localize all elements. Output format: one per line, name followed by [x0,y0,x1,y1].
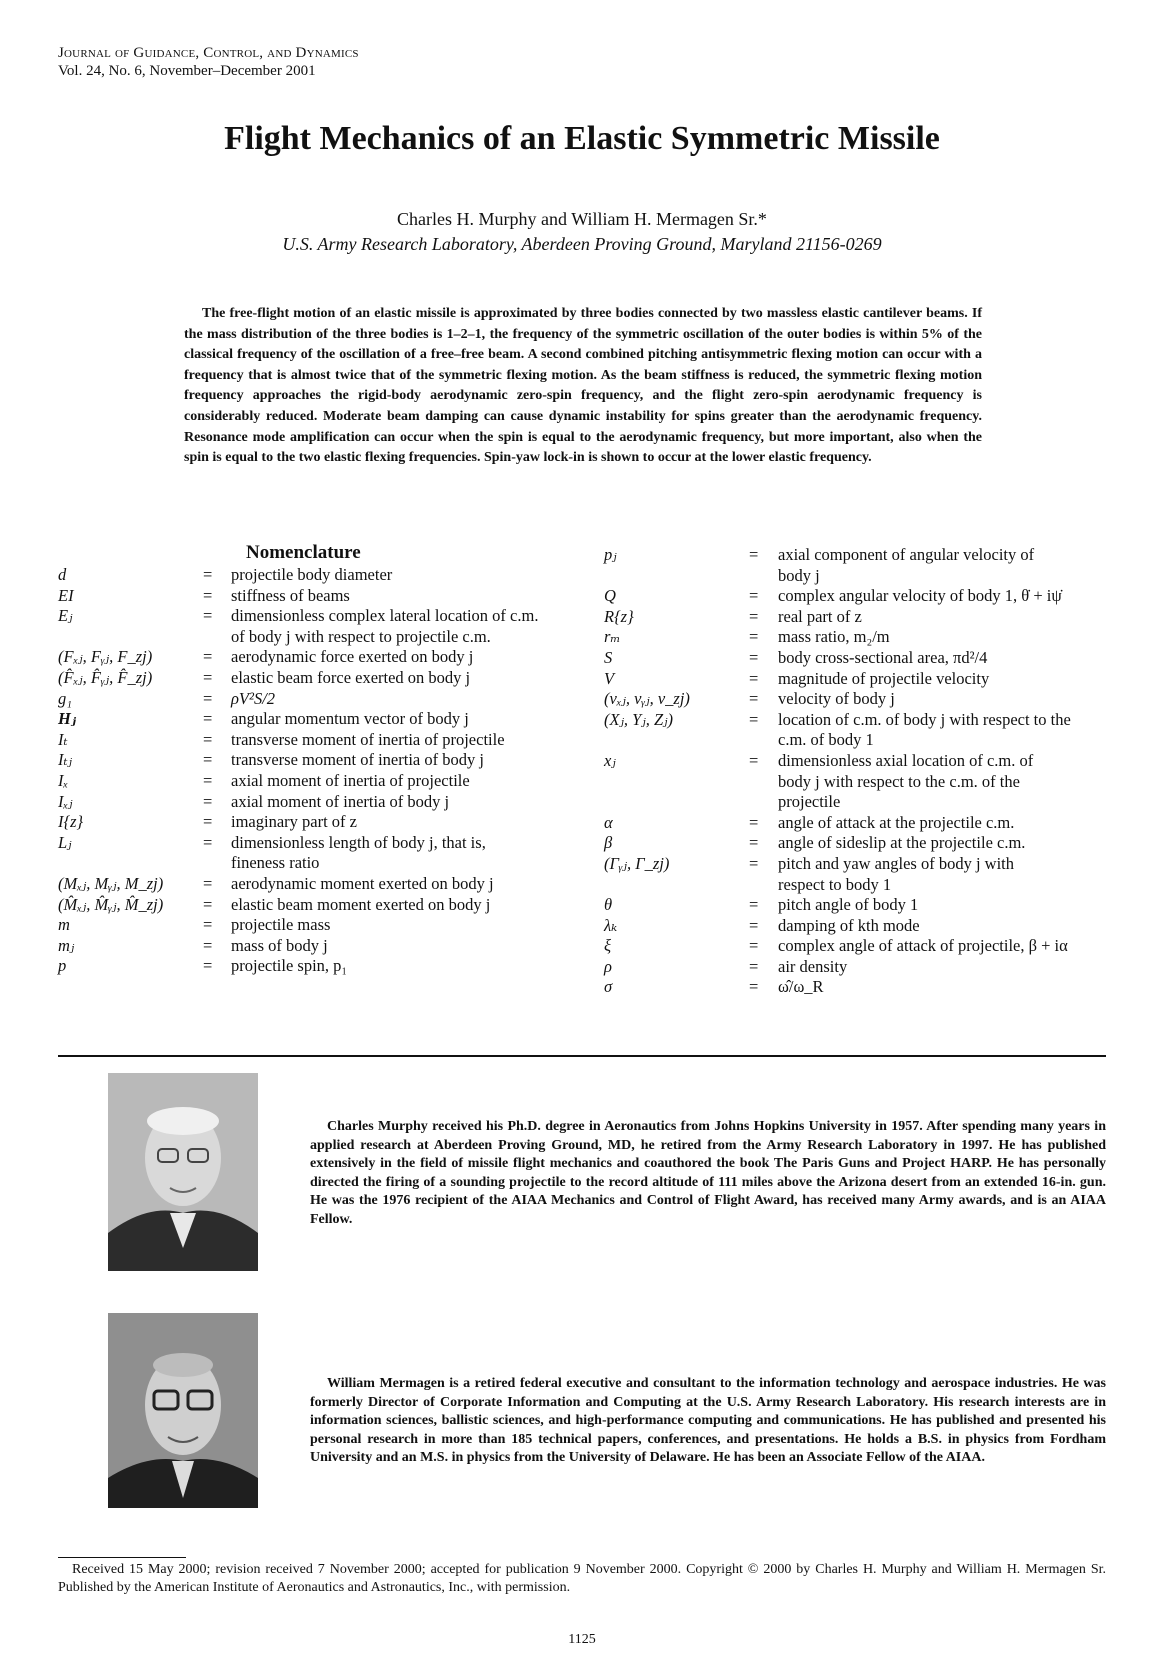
paper-authors: Charles H. Murphy and William H. Mermagen Sr.* [397,209,767,229]
equals-sign: = [203,647,213,667]
nomenclature-definition: axial moment of inertia of body j [231,791,450,811]
equals-sign: = [203,791,213,811]
nomenclature-entry [58,606,578,647]
nomenclature-symbol: Q [604,586,616,606]
nomenclature-symbol: Iₜⱼ [58,750,72,770]
equals-sign: = [203,585,213,605]
nomenclature-definition: body cross-sectional area, πd²/4 [778,647,988,667]
nomenclature-symbol: (F̂ₓⱼ, F̂ᵧⱼ, F̂_zj) [58,667,153,687]
nomenclature-symbol: S [604,647,613,667]
nomenclature-entry [58,936,578,957]
nomenclature-definition: dimensionless length of body j, that is, fineness ratio [231,832,486,873]
nomenclature-entry [58,771,578,792]
nomenclature-definition: complex angular velocity of body 1, θ̇ + iψ̇ [778,586,1062,606]
nomenclature-definition: projectile spin, p₁ [231,956,348,976]
nomenclature-definition: imaginary part of z [231,812,357,832]
nomenclature-definition: angle of attack at the projectile c.m. [778,812,1015,832]
equals-sign: = [749,647,759,667]
nomenclature-right-column [604,545,1104,998]
nomenclature-symbol: p [58,956,67,976]
nomenclature-symbol: (Γᵧⱼ, Γ_zj) [604,853,670,873]
equals-sign: = [203,832,213,852]
nomenclature-entry [58,586,578,607]
nomenclature-entry [58,750,578,771]
portrait-icon [108,1073,258,1271]
nomenclature-entry [604,607,1104,628]
nomenclature-symbol: pⱼ [604,545,617,564]
nomenclature-symbol: I{z} [58,812,84,832]
author-photo-mermagen [108,1313,258,1508]
nomenclature-entry [58,709,578,730]
equals-sign: = [203,894,213,914]
equals-sign: = [749,606,759,626]
nomenclature-symbol: EI [58,585,74,605]
nomenclature-entry [604,936,1104,957]
equals-sign: = [749,627,759,647]
nomenclature-symbol: α [604,812,613,832]
nomenclature-entry [604,833,1104,854]
nomenclature-definition: elastic beam moment exerted on body j [231,894,491,914]
nomenclature-definition: angular momentum vector of body j [231,709,469,729]
equals-sign: = [749,895,759,915]
paper-affiliation: U.S. Army Research Laboratory, Aberdeen Proving Ground, Maryland 21156-0269 [282,234,882,254]
nomenclature-entry [58,956,578,977]
nomenclature-definition: mass of body j [231,935,328,955]
nomenclature-definition: pitch and yaw angles of body j with respect to body 1 [778,853,1014,894]
nomenclature-symbol: Iₜ [58,729,68,749]
nomenclature-symbol: (Fₓⱼ, Fᵧⱼ, F_zj) [58,647,153,667]
nomenclature-symbol: Iₓ [58,770,69,790]
nomenclature-definition: velocity of body j [778,689,895,709]
nomenclature-entry [604,813,1104,834]
nomenclature-definition: axial moment of inertia of projectile [231,770,470,790]
nomenclature-definition: projectile body diameter [231,565,393,584]
journal-name: Journal of Guidance, Control, and Dynamics [58,45,359,61]
nomenclature-entry [604,689,1104,710]
nomenclature-entry [604,545,1104,586]
nomenclature-entry [58,689,578,710]
footnote: Received 15 May 2000; revision received 7 November 2000; accepted for publication 9 November 2000. Copyright © 2000 by Charles H. Murphy and William H. Mermagen Sr. Published by the American Institute of Aeronautics and Astronautics, Inc., with permission. [58,1562,1106,1595]
equals-sign: = [749,853,759,873]
nomenclature-symbol: Lⱼ [58,832,72,852]
footnote-rule [58,1557,186,1558]
equals-sign: = [749,936,759,956]
equals-sign: = [203,812,213,832]
section-divider [58,1055,1106,1057]
nomenclature-symbol: ξ [604,936,612,956]
equals-sign: = [203,915,213,935]
equals-sign: = [749,586,759,606]
equals-sign: = [749,709,759,729]
nomenclature-symbol: m [58,915,70,935]
equals-sign: = [749,956,759,976]
nomenclature-entry [58,730,578,751]
nomenclature-heading: Nomenclature [246,542,361,563]
nomenclature-symbol: Eⱼ [58,606,73,626]
equals-sign: = [749,812,759,832]
equals-sign: = [203,709,213,729]
author-bio-mermagen: William Mermagen is a retired federal executive and consultant to the information technology and aerospace industries. He was formerly Director of Corporate Information and Computing at the U.S. Army Research Laboratory. His research interests are in information sciences, ballistic sciences, and high-performance computing and communications. He has published and presented his personal research in more than 185 technical papers, conferences, and presentations. He holds a B.S. in physics from Fordham University and an M.S. in physics from the University of Delaware. He has been an Associate Fellow of the AIAA. [310,1376,1106,1466]
nomenclature-symbol: g₁ [58,688,72,708]
page-number: 1125 [568,1632,596,1647]
nomenclature-symbol: mⱼ [58,935,75,955]
equals-sign: = [203,750,213,770]
nomenclature-entry [58,895,578,916]
nomenclature-symbol: θ [604,895,613,915]
nomenclature-definition: elastic beam force exerted on body j [231,667,471,687]
equals-sign: = [203,667,213,687]
nomenclature-entry [58,915,578,936]
nomenclature-entry [604,710,1104,751]
author-bio-murphy: Charles Murphy received his Ph.D. degree in Aeronautics from Johns Hopkins University in 1957. After spending many years in applied research at Aberdeen Proving Ground, MD, he retired from the Army Research Laboratory in 1997. He has published extensively in the field of missile flight mechanics and coauthored the book The Paris Guns and Project HARP. He has personally directed the firing of a sounding projectile to the record altitude of 111 miles above the Arizona desert from an extended 16-in. gun. He was the 1976 recipient of the AIAA Mechanics and Control of Flight Award, has received many Army awards, and is an AIAA Fellow. [310,1119,1106,1227]
nomenclature-entry [58,565,578,586]
nomenclature-definition: air density [778,956,848,976]
author-photo-murphy [108,1073,258,1271]
paper-title: Flight Mechanics of an Elastic Symmetric Missile [224,120,940,157]
nomenclature-symbol: (vₓⱼ, vᵧⱼ, v_zj) [604,689,690,709]
equals-sign: = [749,545,759,564]
equals-sign: = [749,915,759,935]
nomenclature-entry [604,751,1104,813]
nomenclature-definition: complex angle of attack of projectile, β + iα [778,936,1068,956]
nomenclature-entry [58,812,578,833]
equals-sign: = [749,833,759,853]
nomenclature-entry [604,648,1104,669]
nomenclature-definition: location of c.m. of body j with respect to the c.m. of body 1 [778,709,1071,750]
nomenclature-entry [58,792,578,813]
nomenclature-entry [58,833,578,874]
nomenclature-definition: ρV²S/2 [231,688,276,708]
nomenclature-symbol: xⱼ [604,750,616,770]
equals-sign: = [203,770,213,790]
nomenclature-entry [58,668,578,689]
nomenclature-symbol: ρ [604,956,612,976]
equals-sign: = [749,977,759,997]
nomenclature-symbol: rₘ [604,627,621,647]
nomenclature-entry [604,669,1104,690]
nomenclature-definition: damping of kth mode [778,915,920,935]
abstract: The free-flight motion of an elastic missile is approximated by three bodies connected by two massless elastic cantilever beams. If the mass distribution of the three bodies is 1–2–1, the frequency of the symmetric oscillation of the outer bodies is within 5% of the classical frequency of the oscillation of a free–free beam. A second combined pitching antisymmetric flexing motion can occur with a frequency that is almost twice that of the symmetric flexing motion. As the beam stiffness is reduced, the symmetric flexing motion frequency approaches the rigid-body aerodynamic zero-spin frequency, and the flight zero-spin aerodynamic frequency is considerably reduced. Moderate beam damping can cause dynamic instability for spins greater than the aerodynamic frequency. Resonance mode amplification can occur when the spin is equal to the aerodynamic frequency, but more important, also when the spin is equal to the two elastic flexing frequencies. Spin-yaw lock-in is shown to occur at the lower elastic frequency. [184,306,982,466]
equals-sign: = [203,688,213,708]
nomenclature-definition: ω̂/ω_R [778,977,824,997]
nomenclature-entry [604,895,1104,916]
equals-sign: = [203,729,213,749]
nomenclature-entry [604,957,1104,978]
nomenclature-symbol: d [58,565,67,584]
equals-sign: = [203,935,213,955]
equals-sign: = [749,750,759,770]
nomenclature-definition: stiffness of beams [231,585,350,605]
nomenclature-symbol: Iₓⱼ [58,791,73,811]
nomenclature-definition: mass ratio, m₂/m [778,627,890,647]
nomenclature-entry [604,854,1104,895]
journal-header [58,44,359,80]
nomenclature-entry [58,874,578,895]
equals-sign: = [203,565,213,584]
nomenclature-definition: aerodynamic moment exerted on body j [231,873,494,893]
nomenclature-symbol: (M̂ₓⱼ, M̂ᵧⱼ, M̂_zj) [58,894,164,914]
nomenclature-definition: real part of z [778,606,862,626]
nomenclature-definition: dimensionless axial location of c.m. of body j with respect to the c.m. of the projectile [778,750,1034,812]
equals-sign: = [203,606,213,626]
nomenclature-definition: transverse moment of inertia of projectile [231,729,505,749]
nomenclature-definition: magnitude of projectile velocity [778,668,990,688]
nomenclature-definition: aerodynamic force exerted on body j [231,647,474,667]
nomenclature-definition: angle of sideslip at the projectile c.m. [778,833,1026,853]
nomenclature-entry [604,977,1104,998]
nomenclature-symbol: λₖ [604,915,618,935]
nomenclature-symbol: V [604,668,615,688]
nomenclature-symbol: β [604,833,613,853]
nomenclature-definition: transverse moment of inertia of body j [231,750,484,770]
nomenclature-symbol: (Xⱼ, Yⱼ, Zⱼ) [604,709,673,729]
equals-sign: = [203,956,213,976]
nomenclature-entry [58,647,578,668]
journal-volume: Vol. 24, No. 6, November–December 2001 [58,63,316,79]
nomenclature-symbol: (Mₓⱼ, Mᵧⱼ, M_zj) [58,873,164,893]
nomenclature-entry [604,627,1104,648]
nomenclature-definition: dimensionless complex lateral location of c.m. of body j with respect to projectile c.m. [231,606,539,646]
nomenclature-entry [604,916,1104,937]
nomenclature-symbol: σ [604,977,613,997]
equals-sign: = [749,668,759,688]
nomenclature-symbol: R{z} [604,606,634,626]
nomenclature-definition: axial component of angular velocity of body j [778,545,1035,585]
nomenclature-left-column [58,565,578,977]
nomenclature-definition: projectile mass [231,915,331,935]
nomenclature-definition: pitch angle of body 1 [778,895,919,915]
nomenclature-entry [604,586,1104,607]
equals-sign: = [749,689,759,709]
equals-sign: = [203,873,213,893]
nomenclature-symbol: Hⱼ [58,709,77,729]
portrait-icon [108,1313,258,1508]
